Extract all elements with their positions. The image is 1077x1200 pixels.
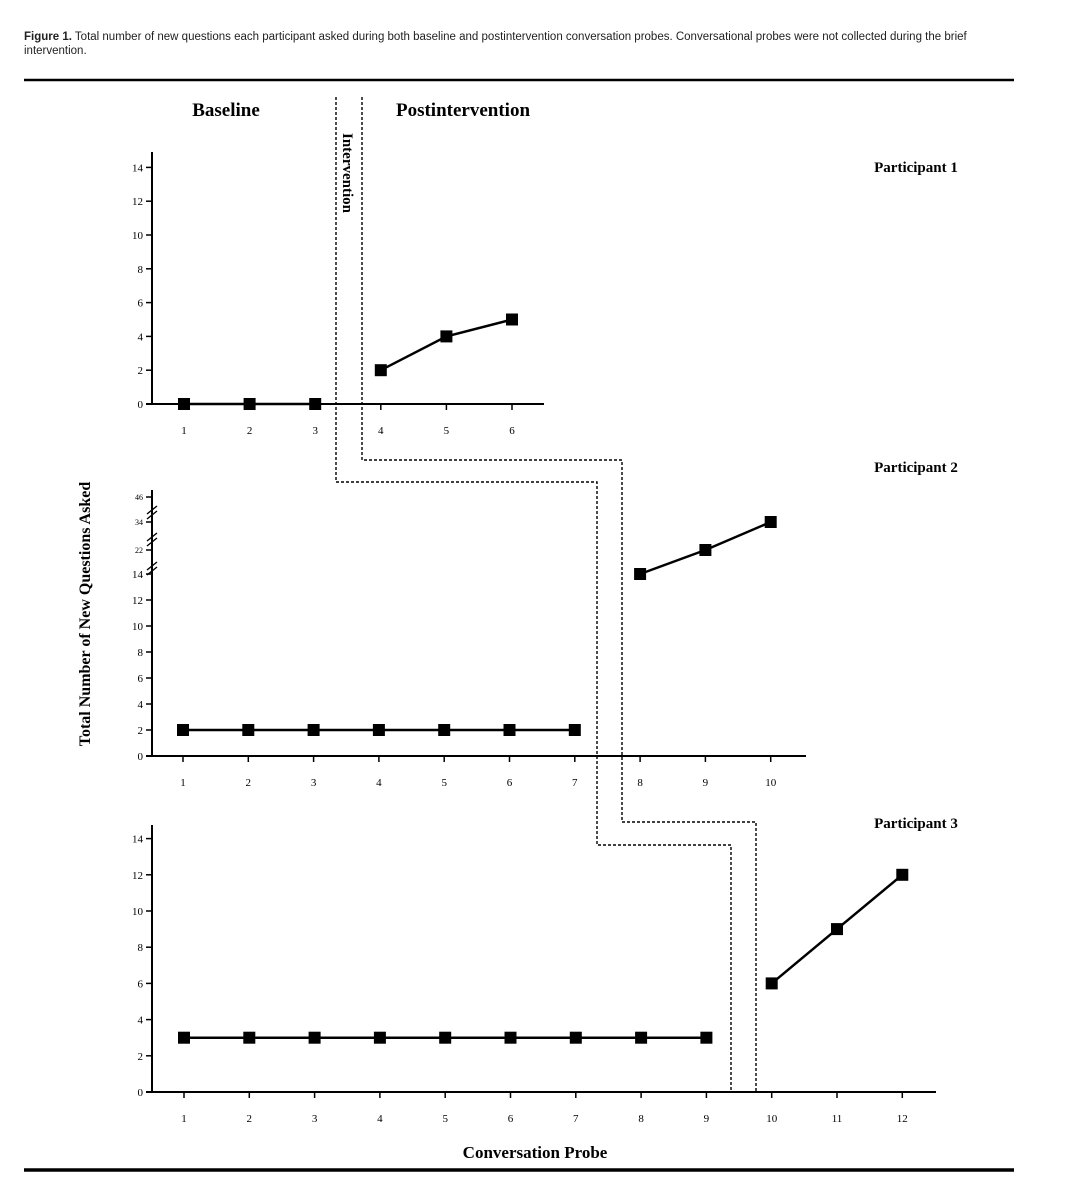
y-tick-label: 12	[132, 595, 143, 607]
x-tick-label: 1	[180, 777, 186, 789]
x-tick-label: 4	[377, 1113, 383, 1125]
postintervention-point	[506, 314, 518, 326]
panel-3-title: Participant 3	[874, 816, 958, 832]
baseline-point	[438, 724, 450, 736]
x-tick-label: 3	[312, 425, 318, 437]
postintervention-point	[896, 869, 908, 881]
intervention-phase-label: Intervention	[339, 133, 355, 213]
x-tick-label: 6	[509, 425, 515, 437]
x-tick-label: 1	[181, 1113, 187, 1125]
baseline-point	[374, 1032, 386, 1044]
x-tick-label: 1	[181, 425, 187, 437]
x-axis-label: Conversation Probe	[462, 1143, 608, 1162]
y-tick-label: 46	[135, 493, 143, 502]
y-tick-label: 4	[137, 331, 143, 344]
y-tick-label: 4	[137, 699, 143, 711]
x-tick-label: 8	[637, 777, 643, 789]
postintervention-point	[765, 516, 777, 528]
y-tick-label: 6	[137, 673, 143, 685]
x-tick-label: 9	[702, 777, 709, 789]
y-tick-label: 0	[137, 1087, 143, 1099]
baseline-point	[439, 1032, 451, 1044]
x-tick-label: 5	[442, 1113, 448, 1125]
y-tick-label: 2	[137, 725, 143, 737]
y-tick-label: 8	[137, 647, 143, 659]
y-tick-label: 10	[132, 230, 143, 242]
y-tick-label: 12	[132, 196, 143, 209]
y-tick-label: 6	[137, 297, 143, 310]
y-tick-label: 4	[137, 1014, 143, 1027]
y-tick-label: 22	[135, 546, 143, 555]
caption-label: Figure 1.	[24, 31, 72, 43]
postintervention-point	[634, 568, 646, 580]
y-tick-label: 34	[135, 518, 143, 527]
x-tick-label: 9	[703, 1113, 710, 1125]
y-tick-label: 6	[137, 978, 143, 991]
y-tick-label: 14	[132, 569, 143, 581]
baseline-point	[569, 724, 581, 736]
y-tick-label: 12	[132, 869, 143, 882]
baseline-point	[570, 1032, 582, 1044]
panel-2	[132, 490, 806, 789]
postintervention-point	[440, 330, 452, 342]
x-tick-label: 11	[831, 1113, 843, 1125]
x-tick-label: 10	[765, 777, 777, 789]
x-tick-label: 7	[572, 777, 578, 789]
x-tick-label: 5	[441, 777, 447, 789]
baseline-point	[635, 1032, 647, 1044]
baseline-point	[309, 398, 321, 410]
x-tick-label: 2	[245, 777, 252, 789]
y-tick-label: 2	[137, 365, 143, 378]
x-tick-label: 10	[766, 1113, 778, 1125]
baseline-point	[242, 724, 254, 736]
y-tick-label: 0	[137, 751, 143, 763]
baseline-point	[309, 1032, 321, 1044]
x-tick-label: 7	[573, 1113, 579, 1125]
x-tick-label: 6	[506, 777, 513, 789]
baseline-phase-label: Baseline	[192, 100, 260, 121]
phase-change-line-2	[362, 97, 756, 1092]
baseline-point	[504, 724, 516, 736]
postintervention-line	[381, 320, 512, 371]
postintervention-point	[831, 923, 843, 935]
x-tick-label: 8	[638, 1113, 644, 1125]
y-tick-label: 14	[132, 162, 143, 175]
postintervention-point	[375, 364, 387, 376]
x-tick-label: 2	[246, 1113, 253, 1125]
y-tick-label: 10	[132, 621, 143, 633]
baseline-point	[243, 1032, 255, 1044]
baseline-point	[244, 398, 256, 410]
y-tick-label: 2	[137, 1050, 143, 1063]
x-tick-label: 3	[311, 1113, 318, 1125]
y-tick-label: 8	[137, 942, 143, 955]
baseline-point	[308, 724, 320, 736]
postintervention-point	[699, 544, 711, 556]
y-tick-label: 8	[137, 263, 143, 276]
postintervention-phase-label: Postintervention	[395, 100, 531, 121]
x-tick-label: 5	[443, 425, 450, 437]
x-tick-label: 4	[376, 777, 382, 789]
panel-2-title: Participant 2	[874, 460, 958, 476]
x-tick-label: 4	[378, 425, 384, 437]
baseline-point	[178, 1032, 190, 1044]
x-tick-label: 6	[507, 1113, 514, 1125]
y-tick-label: 0	[137, 399, 143, 411]
phase-change-line-1	[336, 97, 731, 1092]
baseline-point	[373, 724, 385, 736]
caption-text: Total number of new questions each participant asked during both baseline and postintervention conversation probes. Conversational probes were not collected during the brief intervention.	[24, 31, 967, 57]
x-tick-label: 2	[246, 425, 253, 437]
baseline-point	[177, 724, 189, 736]
y-tick-label: 10	[132, 906, 143, 918]
baseline-point	[505, 1032, 517, 1044]
panel-1-title: Participant 1	[874, 160, 958, 176]
y-tick-label: 14	[132, 833, 143, 846]
panel-1	[132, 152, 544, 437]
panel-3	[132, 825, 936, 1125]
postintervention-point	[766, 977, 778, 989]
baseline-point	[178, 398, 190, 410]
x-tick-label: 3	[310, 777, 317, 789]
baseline-point	[700, 1032, 712, 1044]
x-tick-label: 12	[896, 1113, 908, 1125]
y-axis-label: Total Number of New Questions Asked	[77, 481, 94, 747]
